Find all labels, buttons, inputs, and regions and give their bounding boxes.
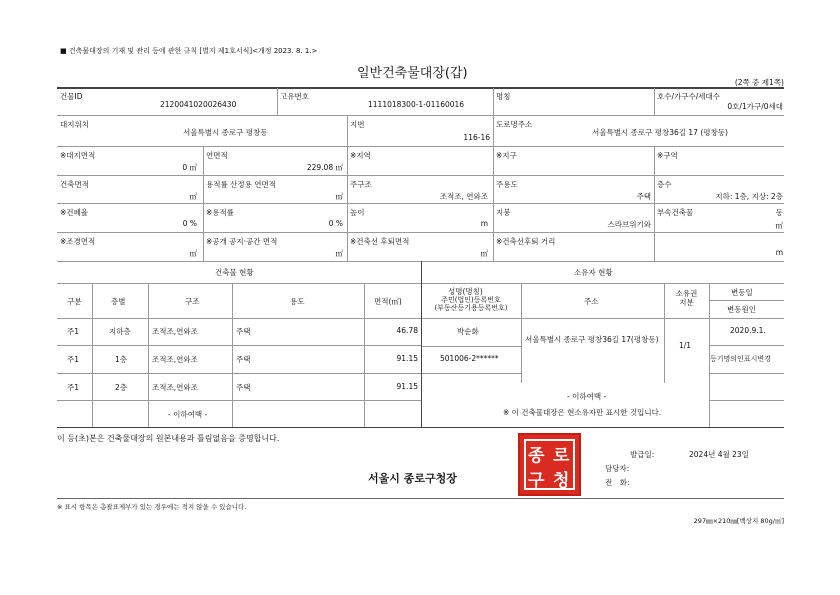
row-divider: [57, 345, 421, 346]
row-divider: [57, 175, 784, 176]
floors-end-mark: - 이하여백 -: [168, 410, 208, 419]
col-header-floor: 층별: [111, 297, 126, 306]
use-label: 주용도: [496, 180, 518, 189]
unique-no-label: 고유번호: [280, 92, 309, 101]
annex-label: 부속건축물: [657, 208, 694, 217]
total-area-value: 229.08 ㎡: [306, 163, 343, 172]
row-divider: [57, 373, 421, 374]
col-divider: [148, 284, 149, 427]
bcr-label: ※건폐율: [60, 208, 89, 217]
issue-date-label: 발급일:: [630, 450, 655, 459]
col-divider: [203, 146, 204, 261]
row3-structure: 조적조,연와조: [152, 383, 198, 392]
issuer-name: 서울시 종로구청장: [368, 472, 457, 485]
owner-name: 박순화: [457, 327, 479, 336]
height-value: m: [480, 219, 488, 228]
owner-share: 1/1: [679, 341, 692, 350]
open-space-label: ※공개 공지·공간 면적: [206, 237, 278, 246]
sector-label: ※구역: [657, 151, 678, 160]
owners-end-mark: - 이하여백 -: [567, 392, 607, 401]
footer-note: ※ 표시 항목은 총괄표제부가 있는 경우에는 적지 않을 수 있습니다.: [57, 503, 247, 511]
owner-address-header: 주소: [584, 297, 599, 306]
table-bottom-border: [57, 427, 784, 428]
row2-structure: 조적조,연와조: [152, 355, 198, 364]
col-divider: [493, 88, 494, 115]
owners-section-title: 소유자 현황: [574, 268, 613, 277]
owner-share-header: 소유권 지분: [675, 289, 698, 307]
row-divider: [421, 346, 521, 347]
site-label: 대지위치: [60, 120, 89, 129]
row2-floor: 1층: [115, 355, 128, 364]
paper-spec: 297㎜×210㎜[백상지 80g/㎡]: [693, 517, 784, 525]
landscape-label: ※조경면적: [60, 237, 96, 246]
section-divider: [421, 261, 422, 427]
col-header-area: 면적(㎡): [374, 297, 402, 306]
change-date-header: 변동일: [731, 288, 753, 297]
building-id-label: 건물ID: [60, 92, 83, 101]
lot-value: 116-16: [463, 133, 490, 142]
district-label: ※지구: [496, 151, 517, 160]
row1-use: 주택: [236, 327, 251, 336]
officer-label: 담당자:: [605, 464, 630, 473]
col-divider: [654, 146, 655, 261]
change-date: 2020.9.1.: [730, 326, 766, 335]
owner-name-header: 성명(명칭): [448, 287, 483, 296]
issue-date-value: 2024년 4월 23일: [689, 450, 749, 459]
col-divider: [493, 115, 494, 146]
zone-label: ※지역: [350, 151, 371, 160]
table-top-border: [57, 87, 784, 89]
col-divider: [232, 284, 233, 427]
row1-structure: 조적조,연와조: [152, 327, 198, 336]
col-divider: [364, 284, 365, 427]
annex-area: ㎡: [775, 221, 783, 230]
unique-no-value: 1111018300-1-01160016: [368, 100, 465, 109]
col-divider: [347, 115, 348, 146]
floors-section-title: 건축물 현황: [215, 268, 254, 277]
setback-dist-label: ※건축선후퇴 거리: [496, 237, 556, 246]
row-divider: [57, 232, 784, 233]
structure-value: 조적조, 연와조: [439, 192, 488, 201]
row3-floor: 2층: [115, 383, 128, 392]
owners-note: ※ 이 건축물대장은 현소유자만 표시한 것입니다.: [503, 408, 662, 417]
structure-label: 주구조: [350, 180, 372, 189]
building-id-value: 2120041020026430: [160, 100, 237, 109]
land-area-value: 0 ㎡: [182, 163, 197, 172]
col-divider: [654, 88, 655, 115]
far-area-value: ㎡: [335, 192, 343, 201]
annex-count: 동: [775, 208, 783, 217]
change-reason-header: 변동원인: [727, 305, 756, 314]
landscape-value: ㎡: [189, 249, 197, 258]
document-title: 일반건축물대장(갑): [357, 66, 468, 81]
floors-label: 층수: [657, 180, 672, 189]
roof-value: 스라브위기와: [607, 220, 651, 229]
setback-dist-value: m: [775, 248, 783, 257]
height-label: 높이: [350, 208, 365, 217]
units-label: 호수/가구수/세대수: [657, 92, 721, 101]
bcr-value: 0 %: [182, 219, 197, 228]
row-divider: [57, 115, 784, 116]
building-area-label: 건축면적: [60, 180, 89, 189]
law-reference: ■ 건축물대장의 기재 및 관리 등에 관한 규칙 [별지 제1호서식]<개정 2023. 8. 1.>: [60, 47, 318, 55]
lot-label: 지번: [350, 120, 365, 129]
building-area-value: ㎡: [189, 192, 197, 201]
page-indicator: (2쪽 중 제1쪽): [734, 78, 784, 87]
col-divider: [92, 284, 93, 427]
col-divider: [493, 146, 494, 261]
official-seal-icon: 종 로 구 청: [518, 433, 581, 496]
row2-kind: 주1: [67, 355, 80, 364]
row-divider: [57, 203, 784, 204]
roof-label: 지붕: [496, 208, 511, 217]
site-value: 서울특별시 종로구 평창동: [183, 128, 268, 137]
owner-address: 서울특별시 종로구 평창36길 17(평창동): [525, 335, 659, 344]
col-divider: [347, 146, 348, 261]
certification-text: 이 등(초)본은 건축물대장의 원본내용과 틀림없음을 증명합니다.: [57, 434, 280, 443]
floors-value: 지하: 1층, 지상: 2층: [715, 192, 783, 201]
name-label: 명칭: [496, 92, 511, 101]
row-divider: [709, 300, 784, 301]
col-divider: [521, 284, 522, 383]
col-header-kind: 구분: [67, 297, 82, 306]
setback-area-value: ㎡: [480, 249, 488, 258]
row3-use: 주택: [236, 383, 251, 392]
use-value: 주택: [636, 192, 651, 201]
change-reason: 등기명의인표시변경: [710, 355, 771, 363]
total-area-label: 연면적: [206, 151, 228, 160]
row-divider: [709, 373, 784, 374]
row2-use: 주택: [236, 355, 251, 364]
col-header-structure: 구조: [185, 297, 200, 306]
far-area-label: 용적률 산정용 연면적: [206, 180, 276, 189]
row1-area: 46.78: [396, 326, 418, 335]
row-divider: [57, 146, 784, 147]
row1-floor: 지하층: [109, 327, 131, 336]
row2-area: 91.15: [396, 354, 418, 363]
road-label: 도로명주소: [496, 120, 533, 129]
row-divider: [709, 345, 784, 346]
footer-divider: [57, 498, 784, 499]
phone-label: 전 화:: [605, 478, 630, 487]
setback-area-label: ※건축선 후퇴면적: [350, 237, 410, 246]
units-value: 0호/1가구/0세대: [727, 102, 783, 111]
owner-id: 501006-2******: [440, 354, 499, 363]
road-value: 서울특별시 종로구 평창36길 17 (평창동): [592, 128, 728, 137]
row-divider: [421, 373, 521, 374]
far-value: 0 %: [328, 219, 343, 228]
row-divider: [57, 400, 421, 401]
row3-kind: 주1: [67, 383, 80, 392]
owner-id-header: 주민(법인)등록번호 (부동산등기용등록번호): [434, 296, 508, 312]
row3-area: 91.15: [396, 382, 418, 391]
far-label: ※용적률: [206, 208, 235, 217]
land-area-label: ※대지면적: [60, 151, 96, 160]
row1-kind: 주1: [67, 327, 80, 336]
row-divider: [709, 400, 784, 401]
open-space-value: ㎡: [335, 249, 343, 258]
col-divider: [277, 88, 278, 115]
col-header-use: 용도: [290, 297, 305, 306]
